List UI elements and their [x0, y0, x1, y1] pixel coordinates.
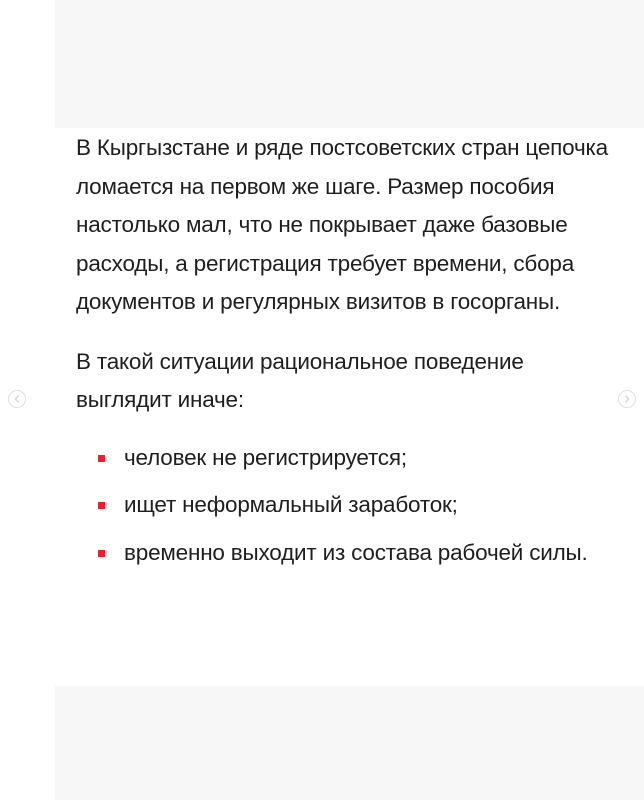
previous-slide-area	[55, 0, 644, 128]
next-slide-area	[55, 686, 644, 800]
list-item-text: ищет неформальный заработок;	[124, 492, 458, 517]
list-item	[76, 534, 616, 573]
chevron-left-icon	[13, 395, 21, 403]
list-item-text: временно выходит из состава рабочей силы.	[124, 539, 588, 565]
next-slide-button[interactable]	[618, 390, 636, 408]
list-item	[76, 486, 616, 525]
previous-slide-button[interactable]	[8, 390, 26, 408]
list-item-text: человек не регистрируется;	[124, 444, 407, 470]
bullet-marker-icon	[98, 502, 105, 509]
chevron-right-icon	[623, 395, 631, 403]
article-body	[76, 128, 616, 581]
bullet-marker-icon	[98, 550, 105, 557]
paragraph-1: В Кыргызстане и ряде постсоветских стран цепочка ломается на первом же шаге. Размер пособия настолько мал, что не покрывает даже базовые расходы, а регистрация требует времени, сбора документов и регулярных визитов в госорганы.	[76, 135, 608, 314]
bullet-list	[76, 439, 616, 573]
list-item	[76, 439, 616, 478]
bullet-marker-icon	[98, 455, 105, 462]
paragraph-2: В такой ситуации рациональное поведение выглядит иначе:	[76, 348, 524, 412]
